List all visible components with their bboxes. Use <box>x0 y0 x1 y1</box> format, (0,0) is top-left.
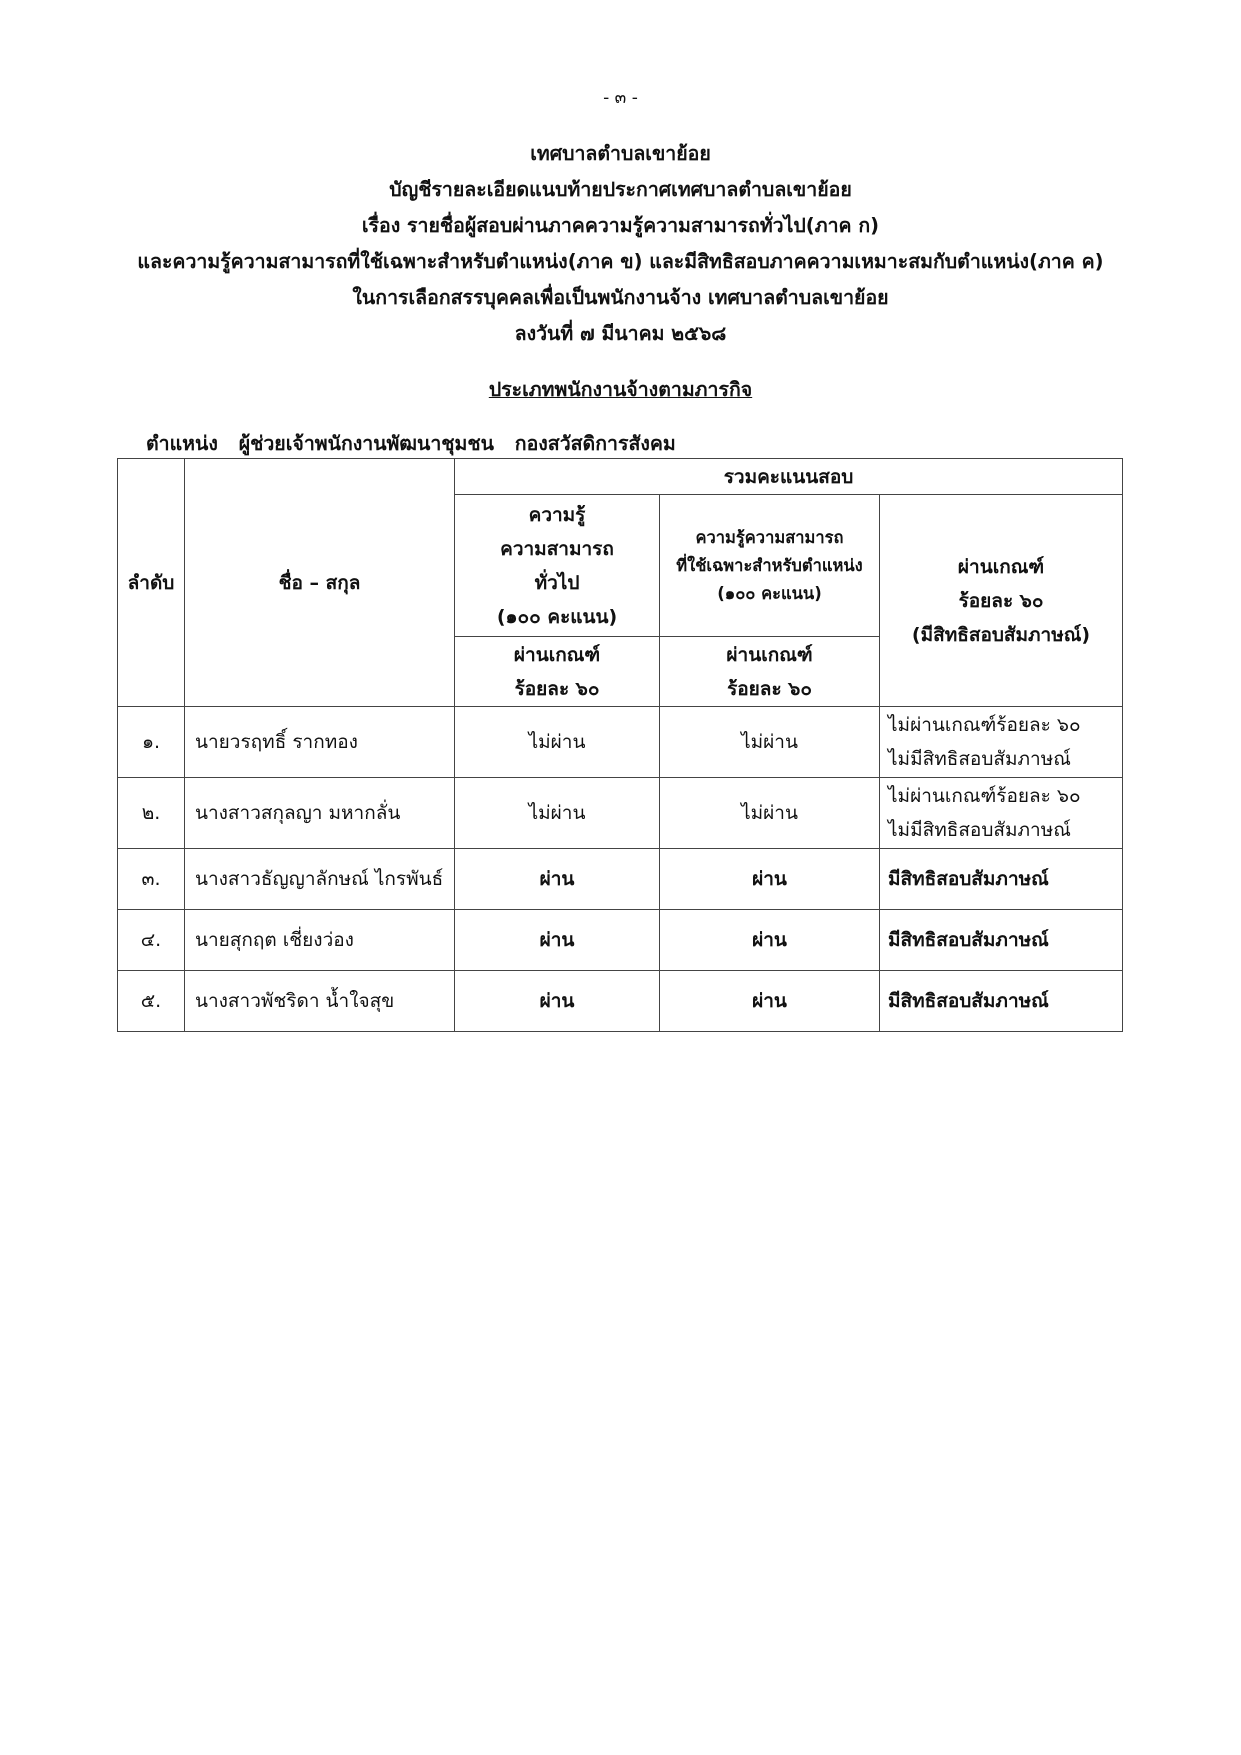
col-order-header: ลำดับ <box>118 459 185 707</box>
row-final-result: มีสิทธิสอบสัมภาษณ์ <box>880 971 1123 1032</box>
row-specific-result: ผ่าน <box>660 910 880 971</box>
table-row <box>118 910 1123 971</box>
document-header <box>0 136 1241 352</box>
section-title: ประเภทพนักงานจ้างตามภารกิจ <box>488 378 753 401</box>
row-specific-result: ไม่ผ่าน <box>660 778 880 849</box>
row-final-result: ไม่ผ่านเกณฑ์ร้อยละ ๖๐ ไม่มีสิทธิสอบสัมภาษณ์ <box>880 707 1123 778</box>
position-department: กองสวัสดิการสังคม <box>514 432 676 455</box>
table-row <box>118 707 1123 778</box>
row-number: ๑. <box>118 707 185 778</box>
header-date: ลงวันที่ ๗ มีนาคม ๒๕๖๘ <box>514 322 727 345</box>
col-general-header: ความรู้ ความสามารถ ทั่วไป (๑๐๐ คะแนน) <box>455 495 660 637</box>
header-subject-cont: และความรู้ความสามารถที่ใช้เฉพาะสำหรับตำแหน่ง(ภาค ข) และมีสิทธิสอบภาคความเหมาะสมกับตำแหน่ง(ภาค ค) <box>137 250 1104 273</box>
table-row <box>118 778 1123 849</box>
col-specific-header: ความรู้ความสามารถ ที่ใช้เฉพาะสำหรับตำแหน่ง (๑๐๐ คะแนน) <box>660 495 880 637</box>
row-name: นางสาวพัชริดา น้ำใจสุข <box>185 971 455 1032</box>
table-row <box>118 971 1123 1032</box>
row-name: นางสาวธัญญาลักษณ์ ไกรพันธ์ <box>185 849 455 910</box>
header-subject: เรื่อง รายชื่อผู้สอบผ่านภาคความรู้ความสามารถทั่วไป(ภาค ก) <box>361 214 880 237</box>
row-general-result: ผ่าน <box>455 910 660 971</box>
criteria-specific-header: ผ่านเกณฑ์ ร้อยละ ๖๐ <box>660 637 880 707</box>
row-final-result: ไม่ผ่านเกณฑ์ร้อยละ ๖๐ ไม่มีสิทธิสอบสัมภาษณ์ <box>880 778 1123 849</box>
row-number: ๔. <box>118 910 185 971</box>
row-specific-result: ผ่าน <box>660 849 880 910</box>
col-result-header: ผ่านเกณฑ์ ร้อยละ ๖๐ (มีสิทธิสอบสัมภาษณ์) <box>880 495 1123 707</box>
criteria-general-header: ผ่านเกณฑ์ ร้อยละ ๖๐ <box>455 637 660 707</box>
row-general-result: ไม่ผ่าน <box>455 707 660 778</box>
row-final-result: มีสิทธิสอบสัมภาษณ์ <box>880 849 1123 910</box>
row-name: นางสาวสกุลญา มหากลั่น <box>185 778 455 849</box>
page-number: - ๓ - <box>603 88 638 108</box>
header-list-title: บัญชีรายละเอียดแนบท้ายประกาศเทศบาลตำบลเขาย้อย <box>389 178 852 201</box>
col-name-header: ชื่อ – สกุล <box>185 459 455 707</box>
row-general-result: ผ่าน <box>455 849 660 910</box>
results-table <box>117 458 1123 1032</box>
row-final-result: มีสิทธิสอบสัมภาษณ์ <box>880 910 1123 971</box>
row-specific-result: ไม่ผ่าน <box>660 707 880 778</box>
row-specific-result: ผ่าน <box>660 971 880 1032</box>
row-general-result: ผ่าน <box>455 971 660 1032</box>
row-name: นายวรฤทธิ์ รากทอง <box>185 707 455 778</box>
row-number: ๓. <box>118 849 185 910</box>
position-line <box>146 428 690 459</box>
header-purpose: ในการเลือกสรรบุคคลเพื่อเป็นพนักงานจ้าง เทศบาลตำบลเขาย้อย <box>352 286 889 309</box>
position-label: ตำแหน่ง <box>146 432 218 455</box>
row-number: ๒. <box>118 778 185 849</box>
row-number: ๕. <box>118 971 185 1032</box>
col-group-header: รวมคะแนนสอบ <box>455 459 1123 495</box>
row-name: นายสุกฤต เชี่ยงว่อง <box>185 910 455 971</box>
position-title: ผู้ช่วยเจ้าพนักงานพัฒนาชุมชน <box>238 432 494 455</box>
row-general-result: ไม่ผ่าน <box>455 778 660 849</box>
table-row <box>118 849 1123 910</box>
header-municipality: เทศบาลตำบลเขาย้อย <box>530 142 711 165</box>
